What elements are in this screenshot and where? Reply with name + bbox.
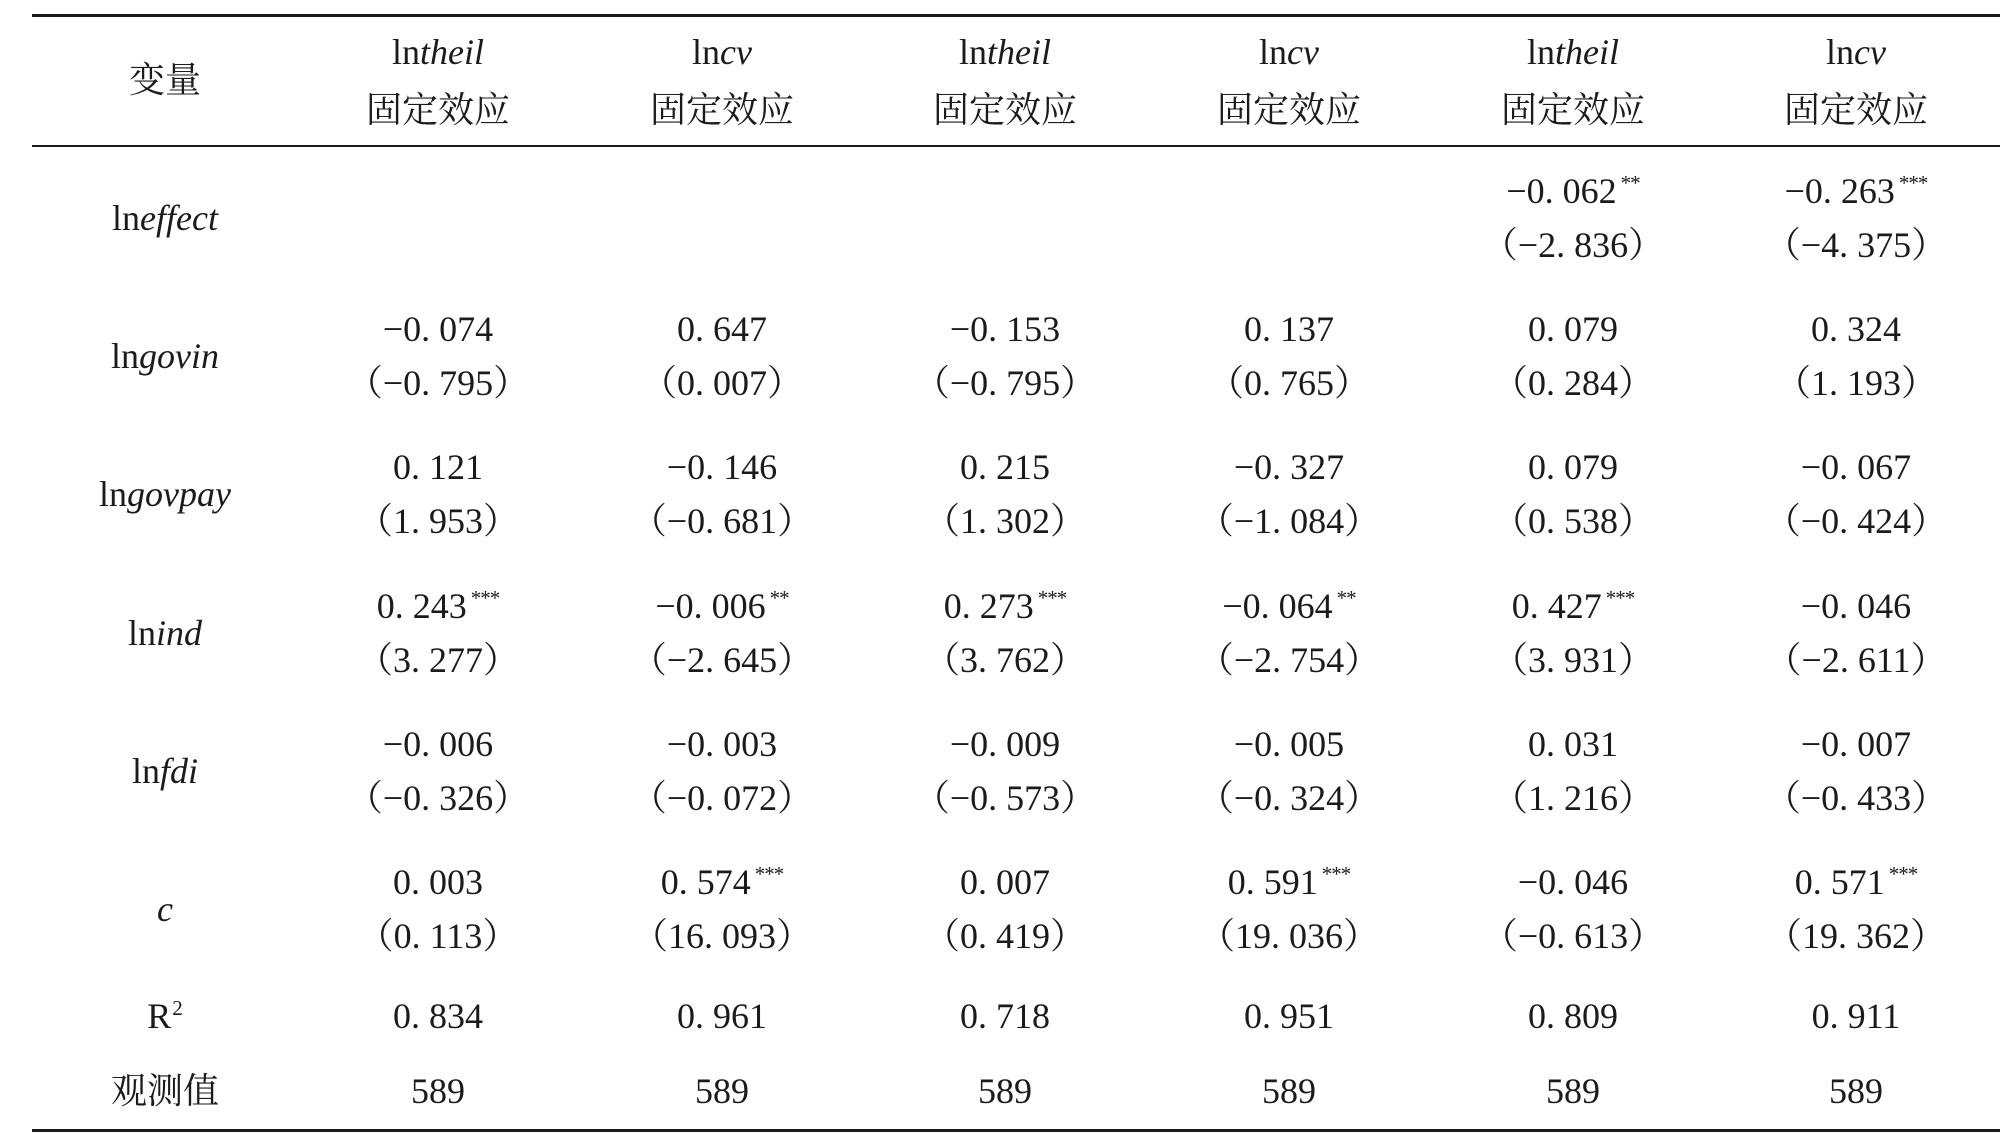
coefficient-value: −0. 062 bbox=[1506, 171, 1617, 211]
t-statistic-value: （−0. 613） bbox=[1481, 916, 1665, 956]
observations-value: 589 bbox=[695, 1071, 749, 1111]
coefficient-cell bbox=[584, 860, 860, 904]
significance-stars: ** bbox=[1336, 585, 1356, 610]
coefficient-cell bbox=[1435, 307, 1711, 351]
coefficient-cell bbox=[1718, 860, 1994, 904]
coefficient-cell bbox=[584, 307, 860, 351]
row-label-var: fdi bbox=[160, 750, 199, 791]
t-statistic-value: （16. 093） bbox=[631, 916, 812, 956]
coefficient-value: 0. 079 bbox=[1528, 447, 1618, 488]
coefficient-value: 0. 243 bbox=[376, 585, 467, 626]
t-statistic-value: （0. 419） bbox=[923, 916, 1086, 956]
dependent-var-prefix: ln bbox=[1527, 32, 1556, 72]
coefficient-cell bbox=[584, 722, 860, 766]
significance-stars: *** bbox=[754, 862, 784, 886]
bottom-rule bbox=[32, 1129, 2000, 1132]
column-header-model: 固定效应 bbox=[1216, 90, 1361, 130]
row-label-prefix: ln bbox=[111, 336, 140, 377]
coefficient-value: 0. 273 bbox=[943, 585, 1034, 626]
t-statistic-value: （−2. 836） bbox=[1481, 225, 1665, 265]
t-statistic-value: （19. 036） bbox=[1198, 916, 1379, 956]
column-header-dependent-var bbox=[584, 30, 860, 74]
coefficient-value: 0. 031 bbox=[1528, 723, 1618, 764]
coefficient-cell bbox=[867, 584, 1143, 628]
t-statistic-value: （0. 113） bbox=[357, 916, 519, 956]
t-statistic-value: （−0. 324） bbox=[1197, 777, 1381, 818]
coefficient-cell bbox=[1151, 584, 1427, 628]
coefficient-cell bbox=[867, 722, 1143, 766]
coefficient-cell bbox=[1718, 445, 1994, 489]
t-statistic-value: （−2. 611） bbox=[1765, 639, 1947, 680]
coefficient-cell bbox=[300, 860, 576, 904]
dependent-var-name: theil bbox=[1555, 32, 1619, 72]
coefficient-cell bbox=[1151, 722, 1427, 766]
t-statistic-value: （−4. 375） bbox=[1764, 225, 1948, 265]
t-statistic-value: （−0. 681） bbox=[630, 501, 814, 542]
t-statistic-value: （−0. 795） bbox=[913, 363, 1097, 404]
coefficient-cell bbox=[1718, 722, 1994, 766]
coefficient-value: 0. 324 bbox=[1811, 309, 1901, 350]
t-statistic-value: （−0. 072） bbox=[630, 777, 814, 818]
t-statistic-value: （0. 538） bbox=[1491, 501, 1654, 542]
significance-stars: *** bbox=[1605, 585, 1635, 610]
coefficient-value: −0. 006 bbox=[382, 723, 494, 764]
row-label-c bbox=[40, 887, 290, 931]
t-statistic-value: （3. 931） bbox=[1491, 639, 1654, 680]
coefficient-value: −0. 006 bbox=[655, 585, 766, 626]
coefficient-cell bbox=[1718, 169, 1994, 213]
t-statistic-value: （−0. 433） bbox=[1764, 777, 1948, 818]
dependent-var-prefix: ln bbox=[1259, 32, 1288, 72]
coefficient-value: 0. 647 bbox=[677, 309, 767, 350]
coefficient-value: −0. 003 bbox=[666, 723, 778, 764]
row-label-observations: 观测值 bbox=[110, 1071, 219, 1111]
dependent-var-prefix: ln bbox=[392, 32, 421, 72]
column-header-model: 固定效应 bbox=[932, 90, 1077, 130]
t-statistic-value: （1. 302） bbox=[923, 501, 1086, 542]
t-statistic-value: （1. 193） bbox=[1774, 363, 1937, 404]
row-label-prefix: ln bbox=[131, 750, 160, 791]
column-header-model: 固定效应 bbox=[649, 90, 794, 130]
row-label-lngovin bbox=[40, 334, 290, 378]
coefficient-cell bbox=[867, 860, 1143, 904]
coefficient-cell bbox=[867, 445, 1143, 489]
r-squared-value: 0. 951 bbox=[1244, 996, 1334, 1036]
r-squared-value: 0. 911 bbox=[1811, 996, 1901, 1036]
dependent-var-prefix: ln bbox=[959, 32, 988, 72]
t-statistic-value: （1. 953） bbox=[356, 501, 519, 542]
row-label-lnfdi bbox=[40, 749, 290, 793]
observations-value: 589 bbox=[978, 1071, 1032, 1111]
column-header-dependent-var bbox=[300, 30, 576, 74]
coefficient-value: 0. 427 bbox=[1511, 585, 1602, 626]
dependent-var-name: cv bbox=[720, 32, 752, 72]
row-label-prefix: ln bbox=[127, 612, 156, 653]
coefficient-value: −0. 327 bbox=[1233, 447, 1345, 488]
significance-stars: *** bbox=[1898, 171, 1928, 195]
row-label-var: c bbox=[157, 889, 173, 929]
r-squared-value: 0. 718 bbox=[960, 996, 1050, 1036]
coefficient-cell bbox=[300, 445, 576, 489]
coefficient-value: −0. 046 bbox=[1800, 585, 1912, 626]
column-header-model: 固定效应 bbox=[365, 90, 510, 130]
coefficient-value: −0. 005 bbox=[1233, 723, 1345, 764]
r-squared-value: 0. 834 bbox=[393, 996, 483, 1036]
coefficient-value: −0. 067 bbox=[1800, 447, 1912, 488]
dependent-var-prefix: ln bbox=[1826, 32, 1855, 72]
t-statistic-value: （−0. 573） bbox=[913, 777, 1097, 818]
t-statistic-value: （19. 362） bbox=[1765, 916, 1946, 956]
row-label-prefix: ln bbox=[112, 198, 141, 238]
coefficient-value: −0. 146 bbox=[666, 447, 778, 488]
t-statistic-value: （−2. 754） bbox=[1197, 639, 1381, 680]
coefficient-cell bbox=[1435, 584, 1711, 628]
coefficient-cell bbox=[867, 307, 1143, 351]
coefficient-value: 0. 079 bbox=[1528, 309, 1618, 350]
column-header-dependent-var bbox=[1435, 30, 1711, 74]
coefficient-value: 0. 007 bbox=[960, 862, 1050, 902]
dependent-var-name: theil bbox=[420, 32, 484, 72]
coefficient-value: 0. 121 bbox=[393, 447, 483, 488]
coefficient-cell bbox=[1151, 445, 1427, 489]
dependent-var-prefix: ln bbox=[692, 32, 721, 72]
observations-value: 589 bbox=[1829, 1071, 1883, 1111]
significance-stars: *** bbox=[1888, 862, 1918, 886]
column-header-dependent-var bbox=[867, 30, 1143, 74]
t-statistic-value: （3. 277） bbox=[356, 639, 519, 680]
coefficient-cell bbox=[1718, 307, 1994, 351]
column-header-model: 固定效应 bbox=[1500, 90, 1645, 130]
row-label-lneffect bbox=[40, 196, 290, 240]
coefficient-value: 0. 137 bbox=[1244, 309, 1334, 350]
significance-stars: ** bbox=[769, 585, 789, 610]
coefficient-value: 0. 571 bbox=[1794, 862, 1885, 902]
header-rule bbox=[32, 145, 2000, 147]
coefficient-cell bbox=[1435, 860, 1711, 904]
r-squared-value: 0. 961 bbox=[677, 996, 767, 1036]
dependent-var-name: theil bbox=[987, 32, 1051, 72]
observations-value: 589 bbox=[411, 1071, 465, 1111]
t-statistic-value: （1. 216） bbox=[1491, 777, 1654, 818]
coefficient-value: −0. 046 bbox=[1517, 862, 1629, 902]
column-header-model: 固定效应 bbox=[1783, 90, 1928, 130]
t-statistic-value: （0. 765） bbox=[1207, 363, 1370, 404]
column-header-variable: 变量 bbox=[128, 60, 201, 100]
coefficient-value: 0. 003 bbox=[393, 862, 483, 902]
t-statistic-value: （3. 762） bbox=[923, 639, 1086, 680]
significance-stars: *** bbox=[470, 585, 500, 610]
coefficient-value: −0. 263 bbox=[1784, 171, 1895, 211]
t-statistic-value: （0. 284） bbox=[1491, 363, 1654, 404]
t-statistic-value: （−0. 424） bbox=[1764, 501, 1948, 542]
row-label-var: ind bbox=[156, 612, 203, 653]
significance-stars: *** bbox=[1037, 585, 1067, 610]
coefficient-cell bbox=[1435, 722, 1711, 766]
coefficient-cell bbox=[300, 307, 576, 351]
coefficient-value: −0. 153 bbox=[949, 309, 1061, 350]
coefficient-cell bbox=[584, 445, 860, 489]
t-statistic-value: （−2. 645） bbox=[630, 639, 814, 680]
significance-stars: ** bbox=[1620, 171, 1640, 195]
coefficient-cell bbox=[1435, 445, 1711, 489]
coefficient-cell bbox=[300, 722, 576, 766]
r-squared-superscript: 2 bbox=[172, 996, 183, 1020]
t-statistic-value: （−0. 326） bbox=[346, 777, 530, 818]
dependent-var-name: cv bbox=[1287, 32, 1319, 72]
row-label-var: govin bbox=[139, 336, 219, 377]
coefficient-value: −0. 007 bbox=[1800, 723, 1912, 764]
observations-value: 589 bbox=[1262, 1071, 1316, 1111]
top-rule bbox=[32, 14, 2000, 17]
coefficient-value: −0. 064 bbox=[1222, 585, 1333, 626]
coefficient-cell bbox=[584, 584, 860, 628]
row-label-r-squared bbox=[40, 994, 290, 1038]
coefficient-cell bbox=[1718, 584, 1994, 628]
r-squared-label: R bbox=[147, 996, 172, 1036]
coefficient-value: −0. 009 bbox=[949, 723, 1061, 764]
row-label-lngovpay bbox=[40, 472, 290, 516]
coefficient-cell bbox=[300, 584, 576, 628]
coefficient-value: −0. 074 bbox=[382, 309, 494, 350]
column-header-dependent-var bbox=[1151, 30, 1427, 74]
coefficient-value: 0. 215 bbox=[960, 447, 1050, 488]
coefficient-cell bbox=[1151, 307, 1427, 351]
r-squared-value: 0. 809 bbox=[1528, 996, 1618, 1036]
row-label-prefix: ln bbox=[99, 474, 128, 515]
row-label-var: govpay bbox=[127, 474, 231, 515]
t-statistic-value: （0. 007） bbox=[640, 363, 803, 404]
coefficient-value: 0. 574 bbox=[660, 862, 751, 902]
significance-stars: *** bbox=[1321, 862, 1351, 886]
observations-value: 589 bbox=[1546, 1071, 1600, 1111]
row-label-var: effect bbox=[140, 198, 218, 238]
t-statistic-value: （−1. 084） bbox=[1197, 501, 1381, 542]
t-statistic-value: （−0. 795） bbox=[346, 363, 530, 404]
column-header-dependent-var bbox=[1718, 30, 1994, 74]
coefficient-cell bbox=[1435, 169, 1711, 213]
coefficient-value: 0. 591 bbox=[1227, 862, 1318, 902]
row-label-lnind bbox=[40, 611, 290, 655]
dependent-var-name: cv bbox=[1854, 32, 1886, 72]
coefficient-cell bbox=[1151, 860, 1427, 904]
